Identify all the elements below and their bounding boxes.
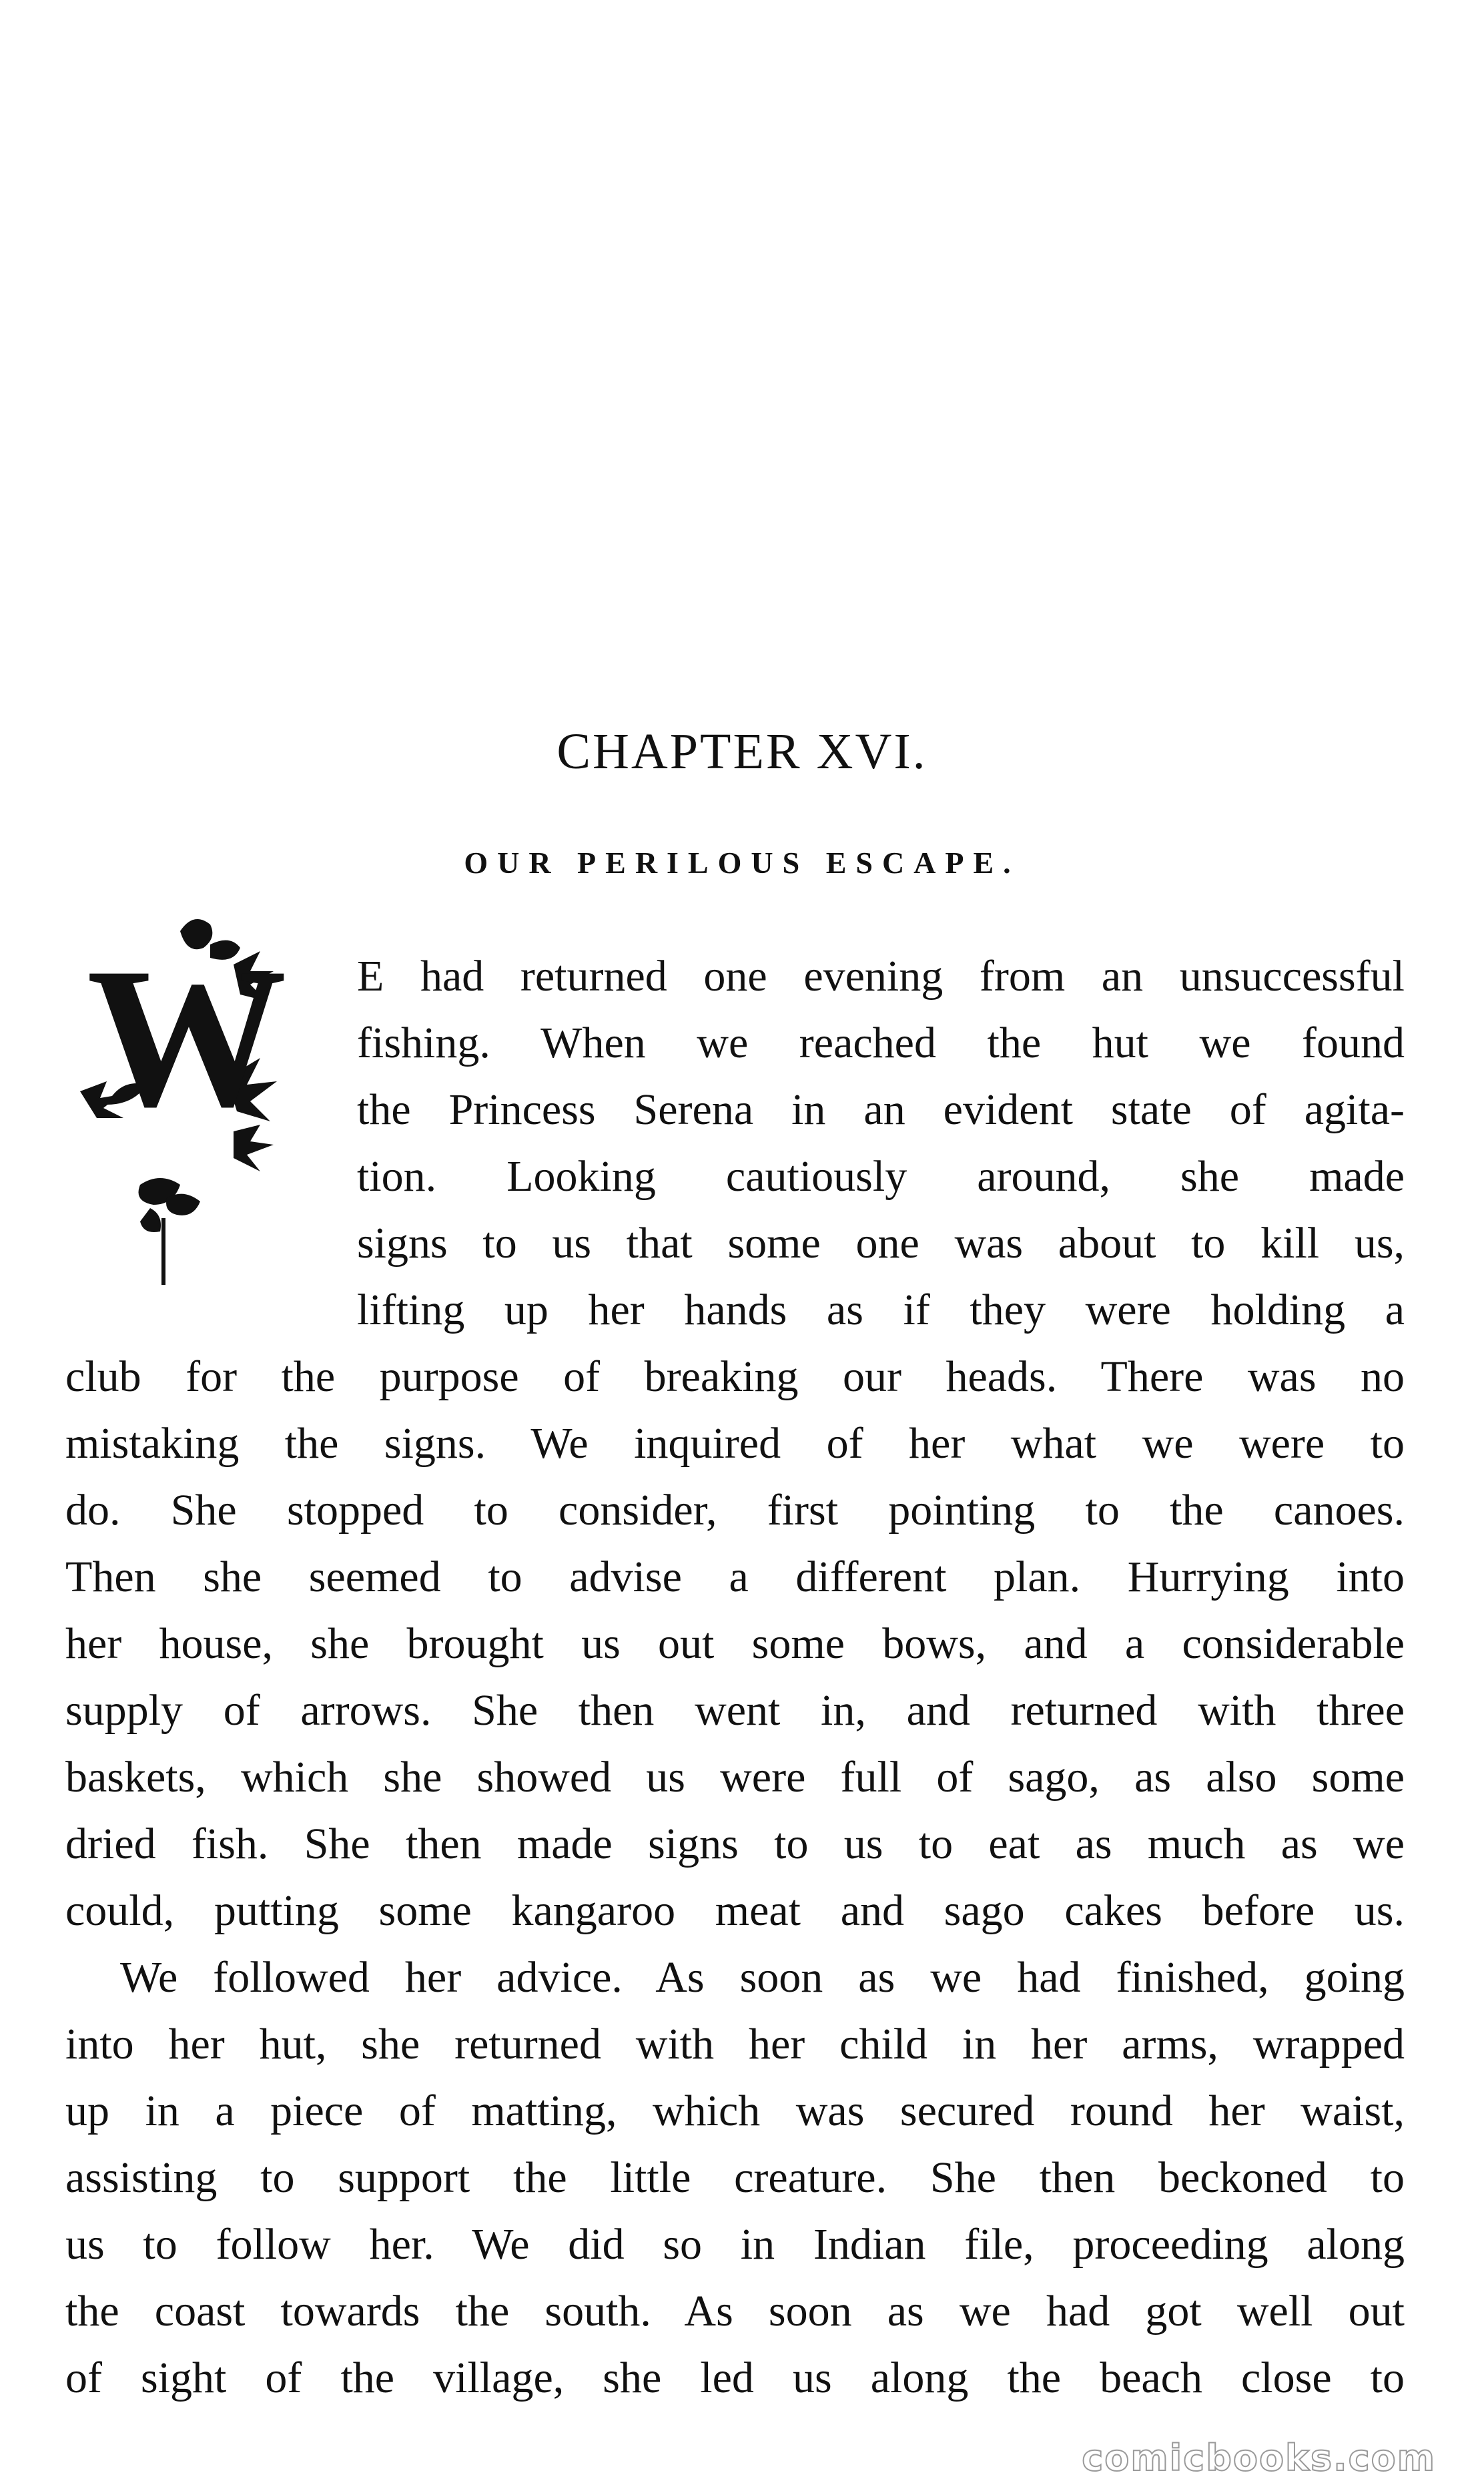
text-line: fishing. When we reached the hut we found [357,1019,1405,1067]
text-line: baskets, which she showed us were full of sago, as also some [65,1753,1405,1802]
text-line: Then she seemed to advise a different plan. Hurrying into [65,1553,1405,1601]
chapter-subtitle: OUR PERILOUS ESCAPE. [464,846,1020,880]
drop-cap-letter: W [87,926,287,1148]
text-line: the coast towards the south. As soon as we had got well out [65,2287,1405,2335]
watermark-logo: comicbooks.com [1082,2437,1436,2479]
text-line: of sight of the village, she led us along the beach close to [65,2354,1405,2402]
text-line: could, putting some kangaroo meat and sago cakes before us. [65,1886,1405,1935]
text-line: signs to us that some one was about to kill us, [357,1219,1405,1268]
text-line: into her hut, she returned with her child in her arms, wrapped [65,2020,1405,2068]
text-line: do. She stopped to consider, first pointing to the canoes. [65,1486,1405,1535]
text-line: up in a piece of matting, which was secured round her waist, [65,2087,1405,2135]
text-line: supply of arrows. She then went in, and returned with three [65,1686,1405,1735]
text-line: mistaking the signs. We inquired of her what we were to [65,1419,1405,1468]
text-line: lifting up her hands as if they were holding a [357,1286,1405,1334]
text-line: dried fish. She then made signs to us to eat as much as we [65,1820,1405,1868]
text-line: us to follow her. We did so in Indian file, proceeding along [65,2220,1405,2269]
text-line: club for the purpose of breaking our heads. There was no [65,1352,1405,1401]
text-line: assisting to support the little creature. She then beckoned to [65,2153,1405,2202]
text-line: her house, she brought us out some bows, and a considerable [65,1619,1405,1668]
chapter-title: CHAPTER XVI. [556,724,928,780]
text-line: We followed her advice. As soon as we had finished, going [120,1953,1405,2002]
text-line: the Princess Serena in an evident state of agita- [357,1085,1405,1134]
drop-cap-w-ornament [67,904,320,1318]
text-line: E had returned one evening from an unsuccessful [357,952,1405,1001]
text-line: tion. Looking cautiously around, she made [357,1152,1405,1201]
